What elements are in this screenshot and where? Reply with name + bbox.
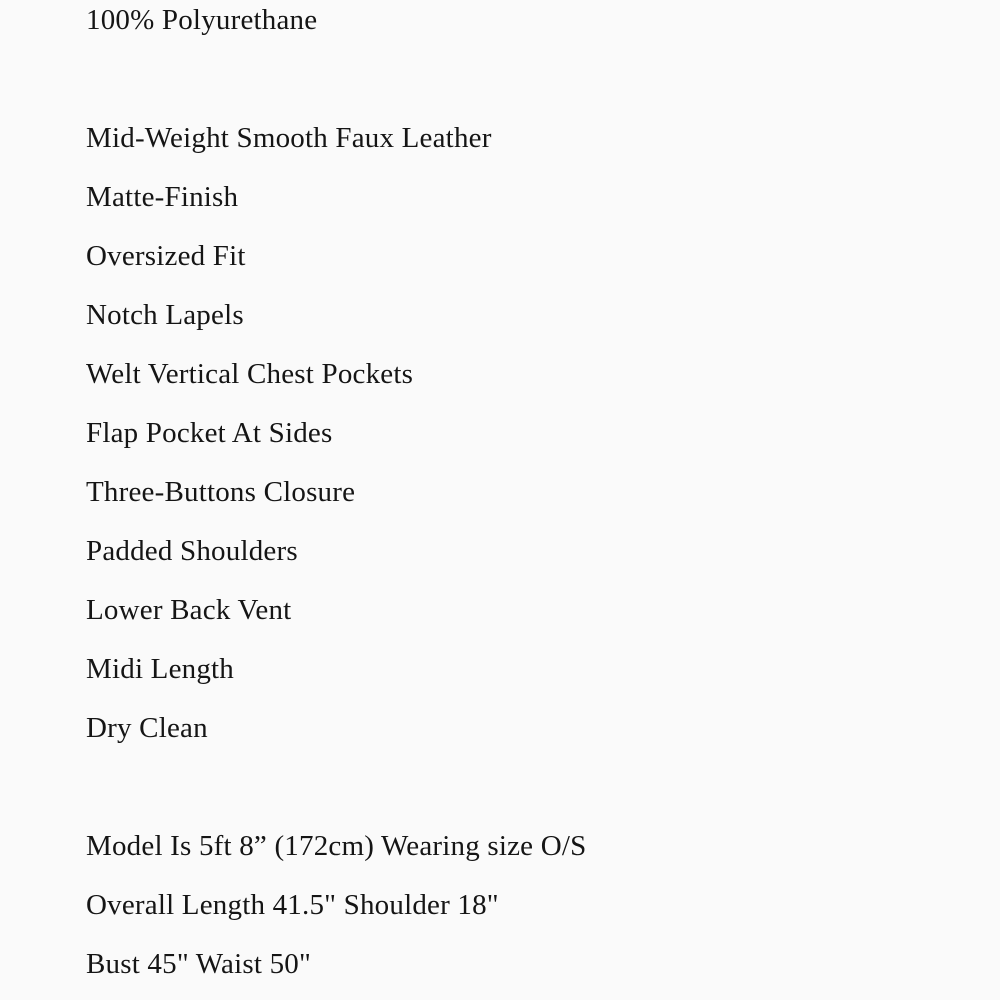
feature-item: Matte-Finish bbox=[86, 181, 239, 213]
feature-item: Padded Shoulders bbox=[86, 535, 298, 567]
model-size-text: Model Is 5ft 8” (172cm) Wearing size O/S bbox=[86, 830, 587, 862]
measurements-text: Overall Length 41.5" Shoulder 18" bbox=[86, 889, 499, 921]
feature-item: Flap Pocket At Sides bbox=[86, 417, 333, 449]
feature-item: Three-Buttons Closure bbox=[86, 476, 356, 508]
feature-item: Welt Vertical Chest Pockets bbox=[86, 358, 414, 390]
feature-item: Mid-Weight Smooth Faux Leather bbox=[86, 122, 492, 154]
feature-item: Midi Length bbox=[86, 653, 234, 685]
measurements-text: Bust 45" Waist 50" bbox=[86, 948, 312, 980]
feature-item: Lower Back Vent bbox=[86, 594, 292, 626]
material-text: 100% Polyurethane bbox=[86, 4, 318, 36]
feature-item: Oversized Fit bbox=[86, 240, 246, 272]
feature-item: Notch Lapels bbox=[86, 299, 244, 331]
feature-item: Dry Clean bbox=[86, 712, 208, 744]
